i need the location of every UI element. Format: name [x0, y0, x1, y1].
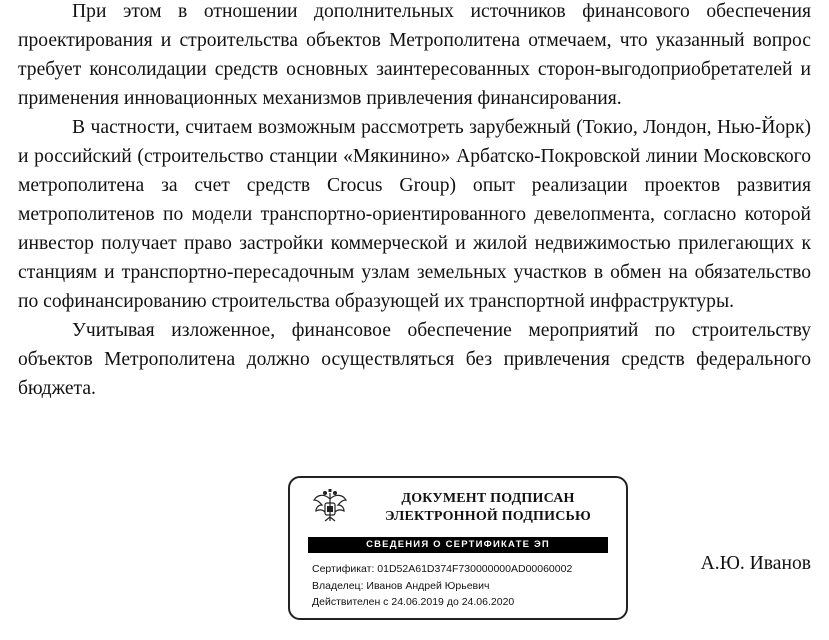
- paragraph-foreign-experience: В частности, считаем возможным рассмотреть зарубежный (Токио, Лондон, Нью-Йорк) и российский (строительство станции «Мякинино» Арбатско-Покровской линии Московского метрополитена за счет средств Crocus Group) опыт реализации проектов развития метрополитенов по модели транспортно-ориентированного девелопмента, согласно которой инвестор получает право застройки коммерческой и жилой недвижимостью прилегающих к станциям и транспортно-пересадочным узлам земельных участков в обмен на обязательство по софинансированию строительства образующей их транспортной инфраструктуры.: [18, 117, 811, 312]
- stamp-title-line2: ЭЛЕКТРОННОЙ ПОДПИСЬЮ: [385, 509, 591, 524]
- certificate-validity: Действителен с 24.06.2019 до 24.06.2020: [312, 596, 515, 608]
- paragraph-conclusion: Учитывая изложенное, финансовое обеспечение мероприятий по строительству объектов Метрополитена должно осуществляться без привлечения средств федерального бюджета.: [18, 320, 811, 399]
- signer-name: А.Ю. Иванов: [700, 553, 811, 574]
- coat-of-arms-icon: [310, 487, 350, 527]
- stamp-title-line1: ДОКУМЕНТ ПОДПИСАН: [401, 491, 575, 506]
- certificate-owner: Владелец: Иванов Андрей Юрьевич: [312, 580, 490, 592]
- certificate-number: Сертификат: 01D52A61D374F730000000AD00060002: [312, 563, 573, 575]
- stamp-title: [360, 490, 616, 526]
- certificate-info-header: СВЕДЕНИЯ О СЕРТИФИКАТЕ ЭП: [308, 537, 608, 553]
- paragraph-funding-sources: При этом в отношении дополнительных источников финансового обеспечения проектирования и строительства объектов Метрополитена отмечаем, что указанный вопрос требует консолидации средств основных заинтересованных сторон-выгодоприобретателей и применения инновационных механизмов привлечения финансирования.: [18, 1, 811, 109]
- electronic-signature-stamp: [288, 476, 628, 620]
- document-body: [18, 0, 811, 403]
